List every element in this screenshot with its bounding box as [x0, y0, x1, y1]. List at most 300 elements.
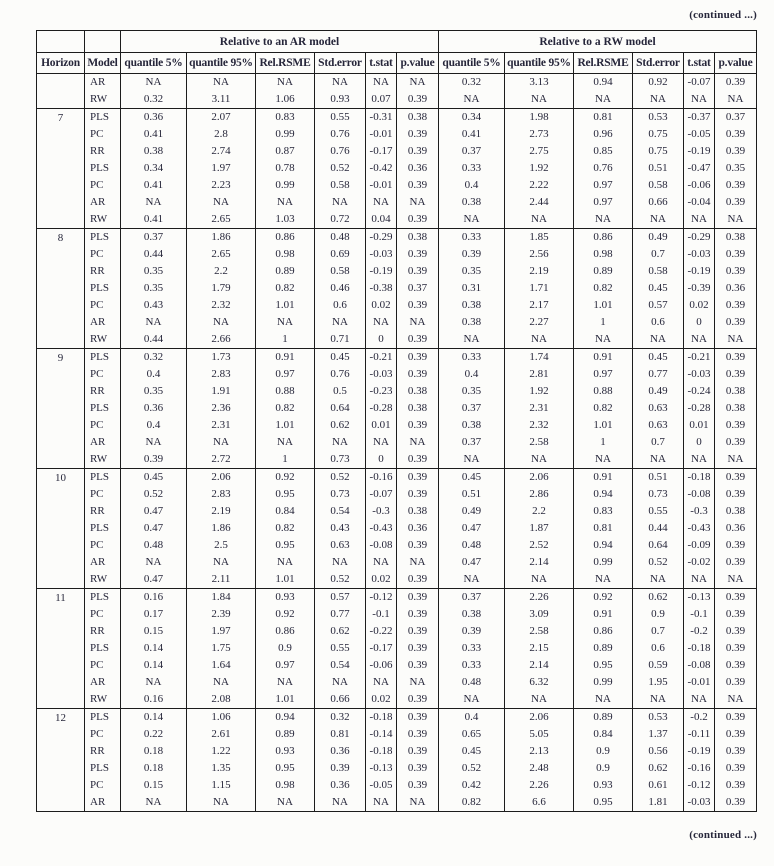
- ar-value-cell: 0.16: [121, 691, 187, 709]
- rw-value-cell: NA: [574, 691, 633, 709]
- ar-value-cell: 0.62: [315, 417, 366, 434]
- ar-value-cell: NA: [256, 74, 315, 92]
- ar-value-cell: 0.76: [315, 143, 366, 160]
- rw-value-cell: 0.98: [574, 246, 633, 263]
- ar-value-cell: 0.39: [397, 417, 439, 434]
- ar-value-cell: -0.19: [366, 263, 397, 280]
- horizon-cell: 8: [37, 229, 85, 349]
- rw-value-cell: NA: [684, 331, 715, 349]
- ar-value-cell: 0.57: [315, 589, 366, 607]
- ar-value-cell: NA: [397, 674, 439, 691]
- ar-value-cell: 0.86: [256, 623, 315, 640]
- rw-value-cell: NA: [574, 571, 633, 589]
- model-cell: PLS: [85, 640, 121, 657]
- rw-value-cell: 0.63: [633, 417, 684, 434]
- ar-value-cell: 2.83: [187, 486, 256, 503]
- ar-value-cell: 0.97: [256, 366, 315, 383]
- ar-value-cell: NA: [366, 674, 397, 691]
- ar-value-cell: 0.38: [397, 109, 439, 127]
- ar-value-cell: 0.22: [121, 726, 187, 743]
- table-row: [37, 503, 757, 520]
- rw-value-cell: 0.95: [574, 794, 633, 812]
- rw-value-cell: 0.89: [574, 263, 633, 280]
- model-cell: AR: [85, 554, 121, 571]
- col-header-rw-tstat: t.stat: [684, 53, 715, 74]
- ar-value-cell: 0.45: [315, 349, 366, 367]
- table-row: [37, 691, 757, 709]
- ar-value-cell: 0.52: [121, 486, 187, 503]
- ar-value-cell: 0.16: [121, 589, 187, 607]
- rw-value-cell: 0.6: [633, 640, 684, 657]
- ar-value-cell: 1.01: [256, 297, 315, 314]
- rw-value-cell: -0.19: [684, 743, 715, 760]
- rw-value-cell: 2.48: [505, 760, 574, 777]
- rw-value-cell: 2.17: [505, 297, 574, 314]
- horizon-cell: 7: [37, 109, 85, 229]
- ar-value-cell: NA: [121, 794, 187, 812]
- rw-value-cell: 0.45: [439, 469, 505, 487]
- rw-value-cell: 0.58: [633, 263, 684, 280]
- rw-value-cell: 0.37: [715, 109, 757, 127]
- ar-value-cell: 0.52: [315, 469, 366, 487]
- rw-value-cell: 0: [684, 434, 715, 451]
- col-header-rw-quantile5: quantile 5%: [439, 53, 505, 74]
- ar-value-cell: NA: [315, 554, 366, 571]
- corner-cell-model: [85, 31, 121, 53]
- table-row: [37, 657, 757, 674]
- horizon-block-9: [37, 349, 757, 469]
- rw-value-cell: 0.51: [633, 469, 684, 487]
- ar-value-cell: 0.66: [315, 691, 366, 709]
- ar-value-cell: 0.38: [397, 383, 439, 400]
- ar-value-cell: 2.31: [187, 417, 256, 434]
- ar-value-cell: 1.73: [187, 349, 256, 367]
- ar-value-cell: 1.75: [187, 640, 256, 657]
- rw-value-cell: 2.22: [505, 177, 574, 194]
- rw-value-cell: 0.39: [715, 297, 757, 314]
- rw-value-cell: 0.88: [574, 383, 633, 400]
- ar-value-cell: NA: [256, 554, 315, 571]
- rw-value-cell: 2.26: [505, 777, 574, 794]
- ar-value-cell: 0.55: [315, 109, 366, 127]
- ar-value-cell: -0.01: [366, 177, 397, 194]
- rw-value-cell: 0.39: [715, 777, 757, 794]
- ar-value-cell: 0.73: [315, 451, 366, 469]
- ar-value-cell: -0.08: [366, 537, 397, 554]
- ar-value-cell: NA: [121, 434, 187, 451]
- rw-value-cell: 0.49: [633, 229, 684, 247]
- rw-value-cell: 0.31: [439, 280, 505, 297]
- ar-value-cell: 0.34: [121, 160, 187, 177]
- ar-value-cell: 2.65: [187, 211, 256, 229]
- rw-value-cell: NA: [505, 691, 574, 709]
- ar-value-cell: 1: [256, 331, 315, 349]
- ar-value-cell: 0.32: [121, 91, 187, 109]
- ar-value-cell: NA: [187, 554, 256, 571]
- rw-value-cell: 0.45: [633, 349, 684, 367]
- model-cell: RR: [85, 383, 121, 400]
- ar-value-cell: 0.35: [121, 263, 187, 280]
- ar-value-cell: NA: [397, 794, 439, 812]
- ar-value-cell: 0.78: [256, 160, 315, 177]
- table-row: [37, 606, 757, 623]
- ar-value-cell: 0.39: [397, 246, 439, 263]
- ar-value-cell: 0.63: [315, 537, 366, 554]
- table-row: [37, 520, 757, 537]
- rw-value-cell: 1.01: [574, 297, 633, 314]
- rw-value-cell: 0.48: [439, 537, 505, 554]
- rw-value-cell: 0.99: [574, 674, 633, 691]
- ar-value-cell: 2.39: [187, 606, 256, 623]
- model-cell: PLS: [85, 400, 121, 417]
- rw-value-cell: 0.44: [633, 520, 684, 537]
- horizon-cell: [37, 74, 85, 109]
- ar-value-cell: 0.88: [256, 383, 315, 400]
- ar-value-cell: 0.38: [397, 400, 439, 417]
- horizon-block-12: [37, 709, 757, 812]
- model-cell: RR: [85, 263, 121, 280]
- ar-value-cell: 0.39: [397, 760, 439, 777]
- rw-value-cell: NA: [505, 571, 574, 589]
- horizon-cell: 9: [37, 349, 85, 469]
- rw-value-cell: 0.9: [574, 760, 633, 777]
- ar-value-cell: 0.52: [315, 571, 366, 589]
- rw-value-cell: -0.03: [684, 794, 715, 812]
- ar-value-cell: NA: [187, 194, 256, 211]
- continued-note-bottom: (continued ...): [689, 829, 757, 841]
- ar-value-cell: 1.91: [187, 383, 256, 400]
- rw-value-cell: 0.57: [633, 297, 684, 314]
- rw-value-cell: 1.85: [505, 229, 574, 247]
- ar-value-cell: 0.01: [366, 417, 397, 434]
- ar-value-cell: 0.38: [121, 143, 187, 160]
- model-cell: AR: [85, 674, 121, 691]
- ar-value-cell: 0.17: [121, 606, 187, 623]
- horizon-cell: 11: [37, 589, 85, 709]
- rw-value-cell: 0.91: [574, 349, 633, 367]
- ar-value-cell: 0.39: [397, 640, 439, 657]
- ar-value-cell: 0.39: [397, 571, 439, 589]
- col-header-rw-pvalue: p.value: [715, 53, 757, 74]
- ar-value-cell: 0.39: [121, 451, 187, 469]
- ar-value-cell: 0.39: [397, 777, 439, 794]
- rw-value-cell: 0.37: [439, 400, 505, 417]
- ar-value-cell: 1: [256, 451, 315, 469]
- rw-value-cell: 2.06: [505, 469, 574, 487]
- ar-value-cell: 0.39: [397, 349, 439, 367]
- table-row: [37, 211, 757, 229]
- rw-value-cell: 0.61: [633, 777, 684, 794]
- rw-value-cell: 0.48: [439, 674, 505, 691]
- rw-value-cell: NA: [715, 451, 757, 469]
- model-cell: PC: [85, 657, 121, 674]
- ar-value-cell: 0.46: [315, 280, 366, 297]
- ar-value-cell: 0.39: [397, 263, 439, 280]
- col-header-rw-quantile95: quantile 95%: [505, 53, 574, 74]
- ar-value-cell: NA: [366, 794, 397, 812]
- table-row: [37, 297, 757, 314]
- ar-value-cell: 0.39: [397, 589, 439, 607]
- ar-value-cell: 2.66: [187, 331, 256, 349]
- rw-value-cell: 0.33: [439, 640, 505, 657]
- rw-value-cell: 0.53: [633, 109, 684, 127]
- table-row: [37, 383, 757, 400]
- model-cell: PC: [85, 366, 121, 383]
- rw-value-cell: 0.75: [633, 126, 684, 143]
- ar-value-cell: NA: [315, 434, 366, 451]
- ar-value-cell: 0.97: [256, 657, 315, 674]
- ar-value-cell: 2.72: [187, 451, 256, 469]
- rw-value-cell: 0.39: [715, 589, 757, 607]
- table-row: [37, 743, 757, 760]
- rw-value-cell: 0.76: [574, 160, 633, 177]
- ar-value-cell: 1.86: [187, 229, 256, 247]
- table-row: [37, 91, 757, 109]
- rw-value-cell: -0.2: [684, 709, 715, 727]
- ar-value-cell: -0.16: [366, 469, 397, 487]
- rw-value-cell: 6.6: [505, 794, 574, 812]
- table-row: [37, 177, 757, 194]
- ar-value-cell: 0.39: [397, 709, 439, 727]
- rw-value-cell: 0.89: [574, 640, 633, 657]
- rw-value-cell: 0.91: [574, 606, 633, 623]
- rw-value-cell: -0.03: [684, 246, 715, 263]
- model-cell: PLS: [85, 229, 121, 247]
- model-cell: RW: [85, 691, 121, 709]
- ar-value-cell: 0.82: [256, 280, 315, 297]
- rw-value-cell: 0.49: [633, 383, 684, 400]
- ar-value-cell: 2.8: [187, 126, 256, 143]
- model-cell: PC: [85, 126, 121, 143]
- rw-value-cell: 2.06: [505, 709, 574, 727]
- model-cell: RR: [85, 503, 121, 520]
- ar-value-cell: 0.36: [315, 743, 366, 760]
- ar-value-cell: 0.64: [315, 400, 366, 417]
- model-cell: PC: [85, 246, 121, 263]
- rw-value-cell: -0.04: [684, 194, 715, 211]
- rw-value-cell: -0.18: [684, 469, 715, 487]
- rw-value-cell: NA: [505, 211, 574, 229]
- ar-value-cell: 0.93: [256, 589, 315, 607]
- table-row: [37, 109, 757, 127]
- table-row: [37, 777, 757, 794]
- table-row: [37, 469, 757, 487]
- rw-value-cell: 0.33: [439, 657, 505, 674]
- ar-value-cell: NA: [187, 434, 256, 451]
- ar-value-cell: NA: [315, 794, 366, 812]
- rw-value-cell: 0.39: [715, 366, 757, 383]
- rw-value-cell: 0.83: [574, 503, 633, 520]
- ar-value-cell: NA: [315, 194, 366, 211]
- ar-value-cell: -0.28: [366, 400, 397, 417]
- rw-value-cell: NA: [439, 331, 505, 349]
- ar-value-cell: 2.07: [187, 109, 256, 127]
- col-header-ar-pvalue: p.value: [397, 53, 439, 74]
- rw-value-cell: 0.39: [715, 143, 757, 160]
- ar-value-cell: 0.14: [121, 709, 187, 727]
- rw-value-cell: -0.01: [684, 674, 715, 691]
- ar-value-cell: 0.82: [256, 400, 315, 417]
- ar-value-cell: 0.02: [366, 297, 397, 314]
- rw-value-cell: NA: [505, 451, 574, 469]
- ar-value-cell: 0.07: [366, 91, 397, 109]
- rw-value-cell: 0.39: [715, 263, 757, 280]
- ar-value-cell: 0.02: [366, 691, 397, 709]
- rw-value-cell: 0.38: [439, 314, 505, 331]
- column-header-row: [37, 53, 757, 74]
- rw-value-cell: 0.64: [633, 537, 684, 554]
- horizon-block-8: [37, 229, 757, 349]
- rw-value-cell: 0.6: [633, 314, 684, 331]
- ar-value-cell: 0.41: [121, 126, 187, 143]
- ar-value-cell: 0.69: [315, 246, 366, 263]
- table-row: [37, 417, 757, 434]
- ar-value-cell: -0.1: [366, 606, 397, 623]
- rw-value-cell: 0.39: [715, 623, 757, 640]
- table-row: [37, 314, 757, 331]
- col-header-rw-relrsme: Rel.RSME: [574, 53, 633, 74]
- rw-value-cell: 0.81: [574, 520, 633, 537]
- rw-value-cell: 0.51: [439, 486, 505, 503]
- rw-value-cell: 0.39: [715, 794, 757, 812]
- rw-value-cell: -0.21: [684, 349, 715, 367]
- table-row: [37, 451, 757, 469]
- ar-value-cell: 1.03: [256, 211, 315, 229]
- rw-value-cell: 1.92: [505, 383, 574, 400]
- ar-value-cell: 0.62: [315, 623, 366, 640]
- ar-value-cell: 0.39: [315, 760, 366, 777]
- rw-value-cell: 2.75: [505, 143, 574, 160]
- rw-value-cell: 2.13: [505, 743, 574, 760]
- table-row: [37, 623, 757, 640]
- rw-value-cell: 0.85: [574, 143, 633, 160]
- model-cell: AR: [85, 434, 121, 451]
- ar-value-cell: 0.47: [121, 520, 187, 537]
- rw-value-cell: -0.3: [684, 503, 715, 520]
- ar-value-cell: 0.91: [256, 349, 315, 367]
- rw-value-cell: -0.1: [684, 606, 715, 623]
- results-table: [36, 30, 757, 812]
- model-cell: PC: [85, 417, 121, 434]
- rw-value-cell: 0.39: [715, 554, 757, 571]
- rw-value-cell: 6.32: [505, 674, 574, 691]
- table-row: [37, 709, 757, 727]
- ar-value-cell: -0.03: [366, 366, 397, 383]
- rw-value-cell: 2.19: [505, 263, 574, 280]
- ar-value-cell: NA: [187, 674, 256, 691]
- ar-value-cell: 0.9: [256, 640, 315, 657]
- ar-value-cell: 0.43: [121, 297, 187, 314]
- ar-value-cell: NA: [121, 74, 187, 92]
- ar-value-cell: -0.14: [366, 726, 397, 743]
- ar-value-cell: 0.39: [397, 451, 439, 469]
- ar-value-cell: 0.4: [121, 366, 187, 383]
- ar-value-cell: 0.02: [366, 571, 397, 589]
- model-cell: RW: [85, 331, 121, 349]
- table-row: [37, 194, 757, 211]
- rw-value-cell: 0.38: [715, 400, 757, 417]
- ar-value-cell: 0.35: [121, 383, 187, 400]
- rw-value-cell: 0.51: [633, 160, 684, 177]
- rw-value-cell: 0.39: [715, 674, 757, 691]
- ar-value-cell: 0.47: [121, 503, 187, 520]
- model-cell: PC: [85, 486, 121, 503]
- ar-value-cell: 0.39: [397, 469, 439, 487]
- rw-value-cell: 0.7: [633, 623, 684, 640]
- rw-value-cell: 0.39: [439, 246, 505, 263]
- rw-value-cell: 0.39: [715, 606, 757, 623]
- model-cell: PLS: [85, 109, 121, 127]
- ar-value-cell: 1.64: [187, 657, 256, 674]
- ar-value-cell: -0.18: [366, 743, 397, 760]
- ar-value-cell: 1.22: [187, 743, 256, 760]
- model-cell: RW: [85, 571, 121, 589]
- ar-value-cell: 0.71: [315, 331, 366, 349]
- ar-value-cell: 0.98: [256, 777, 315, 794]
- rw-value-cell: 0.41: [439, 126, 505, 143]
- rw-value-cell: NA: [439, 691, 505, 709]
- rw-value-cell: -0.39: [684, 280, 715, 297]
- rw-value-cell: 1.81: [633, 794, 684, 812]
- model-cell: PC: [85, 726, 121, 743]
- rw-value-cell: 0.39: [715, 74, 757, 92]
- rw-value-cell: 0.86: [574, 623, 633, 640]
- ar-value-cell: 0.36: [121, 109, 187, 127]
- ar-value-cell: -0.17: [366, 143, 397, 160]
- horizon-block-11: [37, 589, 757, 709]
- rw-value-cell: 0.97: [574, 177, 633, 194]
- rw-value-cell: 0.39: [715, 349, 757, 367]
- rw-value-cell: 0.65: [439, 726, 505, 743]
- table-row: [37, 229, 757, 247]
- rw-value-cell: -0.28: [684, 400, 715, 417]
- col-header-ar-quantile95: quantile 95%: [187, 53, 256, 74]
- rw-value-cell: NA: [715, 571, 757, 589]
- ar-value-cell: 2.2: [187, 263, 256, 280]
- ar-value-cell: 1.01: [256, 691, 315, 709]
- ar-value-cell: 2.19: [187, 503, 256, 520]
- ar-value-cell: 0.76: [315, 366, 366, 383]
- rw-value-cell: 2.73: [505, 126, 574, 143]
- rw-value-cell: 0.35: [715, 160, 757, 177]
- rw-value-cell: NA: [439, 91, 505, 109]
- rw-value-cell: 0: [684, 314, 715, 331]
- rw-value-cell: NA: [684, 571, 715, 589]
- rw-value-cell: -0.02: [684, 554, 715, 571]
- rw-value-cell: 2.44: [505, 194, 574, 211]
- ar-value-cell: 0.89: [256, 726, 315, 743]
- ar-value-cell: NA: [366, 314, 397, 331]
- rw-value-cell: -0.03: [684, 366, 715, 383]
- ar-value-cell: 0.39: [397, 126, 439, 143]
- rw-value-cell: 0.82: [439, 794, 505, 812]
- ar-value-cell: 0.44: [121, 246, 187, 263]
- ar-value-cell: 0.81: [315, 726, 366, 743]
- rw-value-cell: 0.56: [633, 743, 684, 760]
- rw-value-cell: 0.37: [439, 434, 505, 451]
- rw-value-cell: 0.77: [633, 366, 684, 383]
- ar-value-cell: 0.48: [315, 229, 366, 247]
- rw-value-cell: NA: [715, 691, 757, 709]
- ar-value-cell: 0.39: [397, 211, 439, 229]
- table-row: [37, 331, 757, 349]
- model-cell: PLS: [85, 469, 121, 487]
- rw-value-cell: 0.4: [439, 709, 505, 727]
- table-row: [37, 554, 757, 571]
- model-cell: PC: [85, 777, 121, 794]
- ar-value-cell: -0.05: [366, 777, 397, 794]
- rw-value-cell: 0.38: [439, 194, 505, 211]
